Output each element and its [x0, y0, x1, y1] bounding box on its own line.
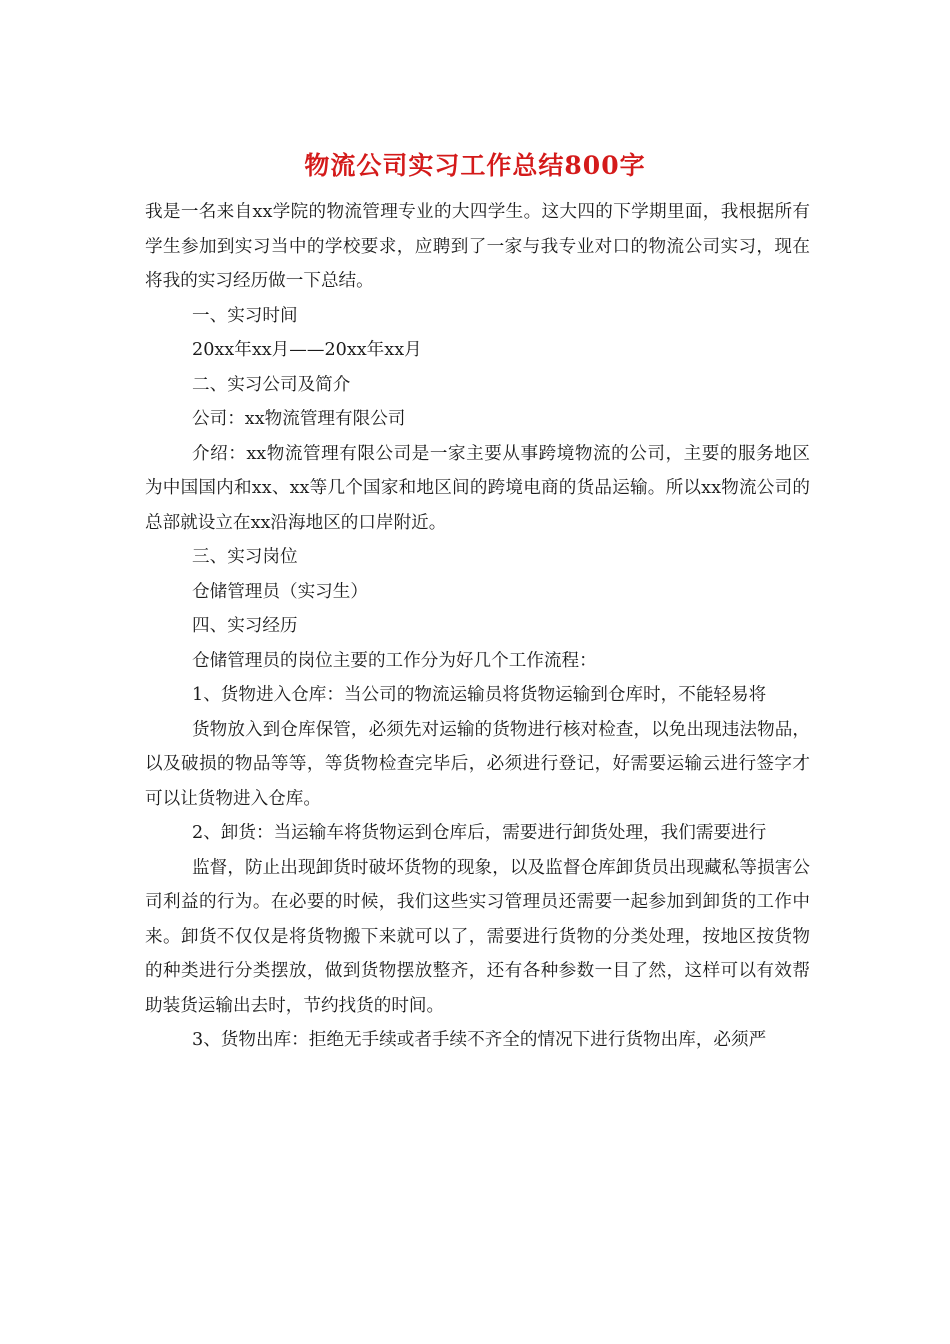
- paragraph: 3、货物出库：拒绝无手续或者手续不齐全的情况下进行货物出库，必须严: [192, 1030, 767, 1050]
- document-title: 物流公司实习工作总结800字: [304, 151, 646, 180]
- paragraph: 一、实习时间: [192, 305, 298, 326]
- paragraph: 仓储管理员的岗位主要的工作分为好几个工作流程：: [192, 650, 597, 671]
- document-body: [145, 195, 810, 1058]
- paragraph: 仓储管理员（实习生）: [192, 581, 368, 602]
- paragraph: 我是一名来自xx学院的物流管理专业的大四学生。这大四的下学期里面，我根据所有学生参加到实习当中的学校要求，应聘到了一家与我专业对口的物流公司实习，现在将我的实习经历做一下总结。: [145, 202, 810, 291]
- paragraph: 1、货物进入仓库：当公司的物流运输员将货物运输到仓库时，不能轻易将: [192, 685, 767, 705]
- paragraph: 三、实习岗位: [192, 547, 298, 567]
- paragraph: 公司：xx物流管理有限公司: [192, 409, 406, 429]
- paragraph: 2、卸货：当运输车将货物运到仓库后，需要进行卸货处理，我们需要进行: [192, 823, 767, 843]
- paragraph: 二、实习公司及简介: [192, 374, 351, 395]
- paragraph: 货物放入到仓库保管，必须先对运输的货物进行核对检查，以免出现违法物品，以及破损的物品等等，等货物检查完毕后，必须进行登记，好需要运输云进行签字才可以让货物进入仓库。: [145, 719, 810, 809]
- paragraph: 介绍：xx物流管理有限公司是一家主要从事跨境物流的公司，主要的服务地区为中国国内和xx、xx等几个国家和地区间的跨境电商的货品运输。所以xx物流公司的总部就设立在xx沿海地区的口岸附近。: [145, 443, 810, 533]
- paragraph: 监督，防止出现卸货时破坏货物的现象，以及监督仓库卸货员出现藏私等损害公司利益的行为。在必要的时候，我们这些实习管理员还需要一起参加到卸货的工作中来。卸货不仅仅是将货物搬下来就可以了，需要进行货物的分类处理，按地区按货物的种类进行分类摆放，做到货物摆放整齐，还有各种参数一目了然，这样可以有效帮助装货运输出去时，节约找货的时间。: [145, 857, 810, 1016]
- paragraph: 20xx年xx月——20xx年xx月: [192, 340, 422, 360]
- paragraph: 四、实习经历: [192, 616, 298, 636]
